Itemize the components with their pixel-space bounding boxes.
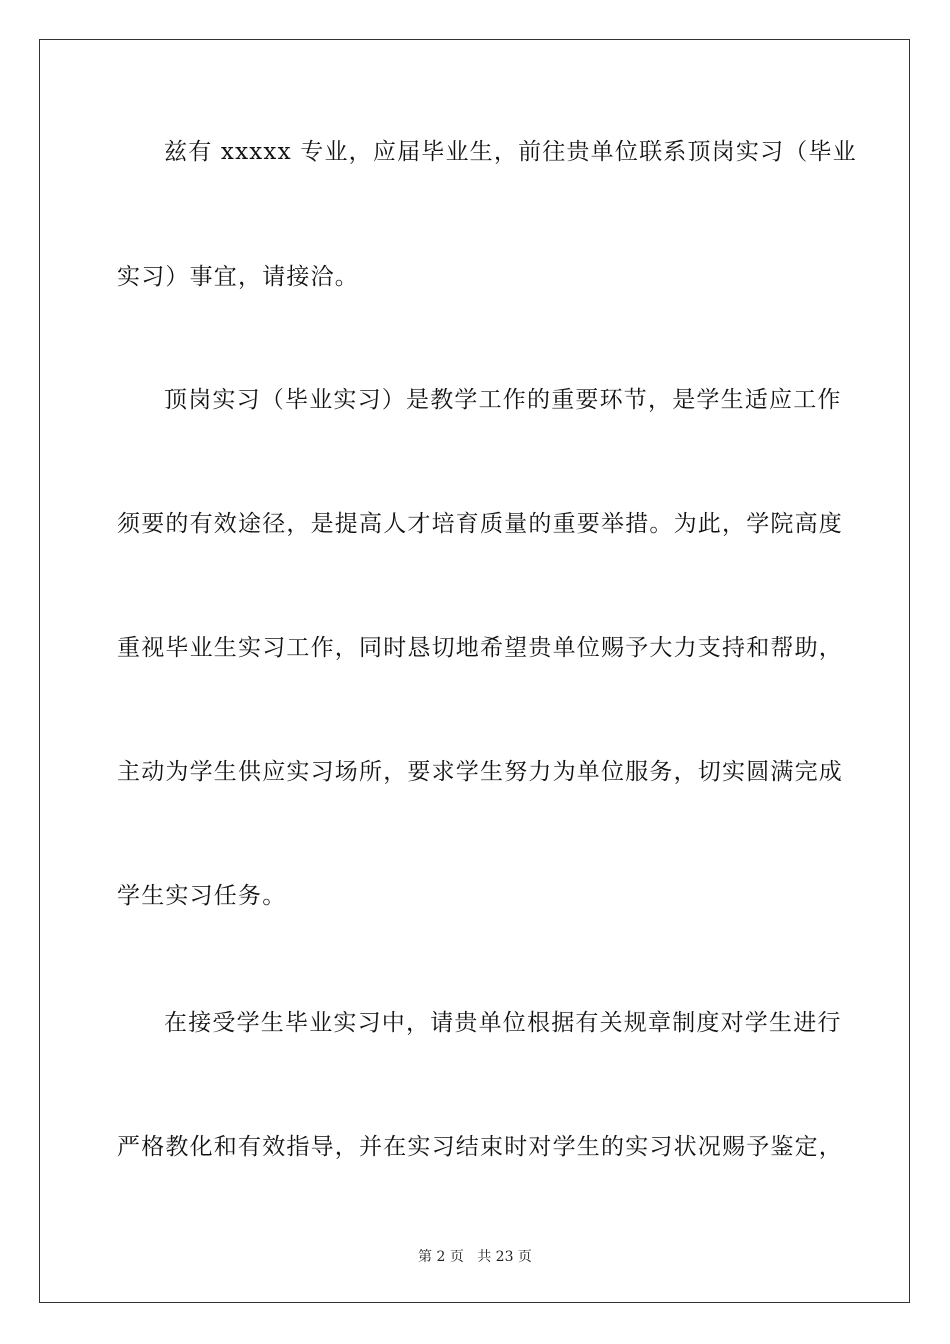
page-footer — [0, 1248, 950, 1266]
total-pages: 共 23 页 — [477, 1249, 532, 1265]
paragraph-3-line-1: 在接受学生毕业实习中，请贵单位根据有关规章制度对学生进行 — [164, 1010, 842, 1036]
paragraph-1-line-2: 实习）事宜，请接洽。 — [117, 264, 359, 290]
paragraph-2-line-2: 须要的有效途径，是提高人才培育质量的重要举措。为此，学院高度 — [117, 511, 843, 537]
paragraph-2-line-4: 主动为学生供应实习场所，要求学生努力为单位服务，切实圆满完成 — [117, 759, 843, 785]
paragraph-3-line-2: 严格教化和有效指导，并在实习结束时对学生的实习状况赐予鉴定， — [117, 1134, 843, 1160]
paragraph-2-line-3: 重视毕业生实习工作，同时恳切地希望贵单位赐予大力支持和帮助， — [117, 635, 843, 661]
paragraph-2-line-1: 顶岗实习（毕业实习）是教学工作的重要环节，是学生适应工作 — [164, 387, 842, 413]
page-number: 第 2 页 — [418, 1249, 464, 1265]
paragraph-2-line-5: 学生实习任务。 — [117, 883, 287, 909]
paragraph-1-line-1: 兹有 xxxxx 专业，应届毕业生，前往贵单位联系顶岗实习（毕业 — [164, 139, 857, 165]
page-frame — [39, 39, 910, 1303]
